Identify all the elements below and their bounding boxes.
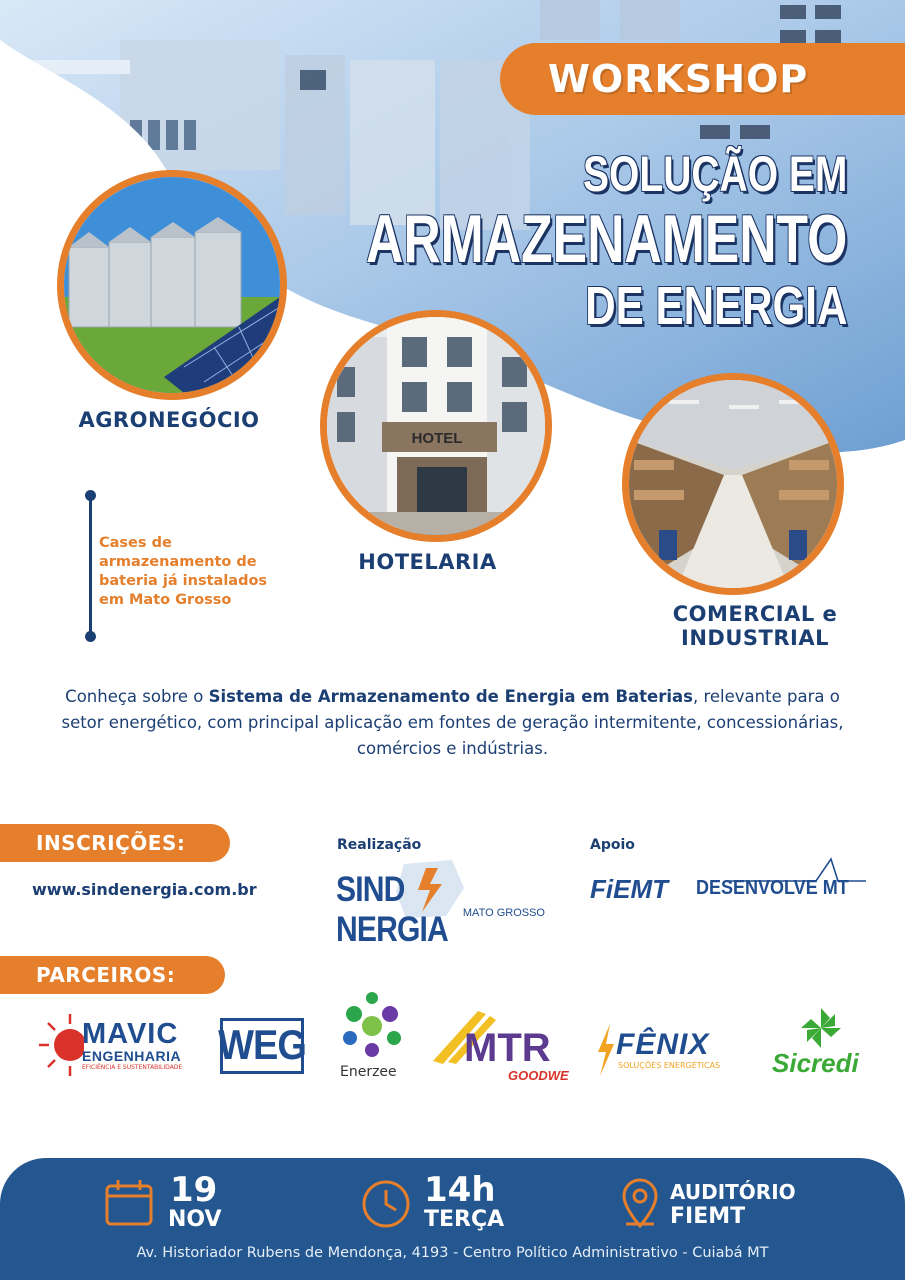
mavic-tagline: EFICIÊNCIA E SUSTENTABILIDADE	[82, 1064, 183, 1071]
registration-website-link[interactable]: www.sindenergia.com.br	[32, 880, 257, 899]
sicredi-text: Sicredi	[772, 1048, 859, 1078]
mavic-sun-icon	[36, 1010, 84, 1080]
hotel-sign: HOTEL	[411, 430, 463, 447]
partners-tag	[0, 956, 225, 994]
location-pin-icon	[620, 1178, 660, 1230]
event-description	[60, 684, 845, 762]
description-highlight: Sistema de Armazenamento de Energia em Baterias	[208, 687, 693, 706]
calendar-icon	[104, 1178, 154, 1228]
workshop-banner	[500, 43, 905, 115]
sindenergia-region: MATO GROSSO	[462, 907, 545, 919]
fenix-sub-text: SOLUÇÕES ENERGÉTICAS	[618, 1061, 721, 1070]
commercial-line-1: COMERCIAL e	[672, 602, 838, 626]
category-agro: AGRONEGÓCIO	[78, 408, 260, 432]
mavic-sub-text: ENGENHARIA	[82, 1048, 182, 1064]
description-intro: Conheça sobre o	[65, 687, 209, 706]
sicredi-pinwheel-icon	[798, 1006, 844, 1050]
cases-divider-line	[89, 494, 92, 638]
hotel-building-image	[327, 317, 545, 535]
venue-line-2: FIEMT	[670, 1204, 746, 1229]
agro-photo	[57, 170, 287, 400]
event-address: Av. Historiador Rubens de Mendonça, 4193 - Centro Político Administrativo - Cuiabá MT	[136, 1245, 769, 1261]
description-rest: , relevante para o setor energético, com principal aplicação em fontes de geração intermitente, concessionárias, comércios e indústrias.	[61, 687, 844, 758]
sindenergia-text-2: NERGIA	[336, 910, 448, 949]
event-time: 14h	[424, 1170, 496, 1210]
mtr-goodwe-logo	[428, 1004, 588, 1084]
weg-logo	[220, 1018, 304, 1074]
enerzee-logo	[332, 990, 412, 1082]
fenix-logo	[594, 1024, 754, 1080]
mavic-logo	[36, 1010, 196, 1080]
title-line-3: DE ENERGIA	[584, 276, 847, 336]
clock-icon	[360, 1178, 412, 1230]
category-commercial	[655, 602, 855, 650]
support-label: Apoio	[590, 837, 635, 853]
desenvolve-mt-text: DESENVOLVE MT	[696, 877, 849, 899]
registration-label: INSCRIÇÕES:	[36, 831, 186, 855]
fenix-bolt-icon	[594, 1024, 616, 1076]
goodwe-text: GOODWE	[508, 1068, 569, 1083]
cases-divider-dot-bottom	[85, 631, 96, 642]
event-month: NOV	[168, 1207, 222, 1232]
enerzee-text: Enerzee	[340, 1064, 397, 1080]
category-hotel: HOTELARIA	[358, 550, 497, 574]
event-weekday: TERÇA	[424, 1207, 505, 1232]
registration-tag	[0, 824, 230, 862]
commercial-line-2: INDUSTRIAL	[681, 626, 829, 650]
organizer-label: Realização	[337, 837, 422, 853]
partners-label: PARCEIROS:	[36, 963, 176, 987]
workshop-label: WORKSHOP	[548, 57, 809, 101]
date-block	[104, 1170, 244, 1234]
venue-line-1: AUDITÓRIO	[670, 1180, 796, 1204]
time-block	[360, 1170, 520, 1234]
cases-note: Cases de armazenamento de bateria já instalados em Mato Grosso	[99, 535, 268, 608]
title-line-2: ARMAZENAMENTO	[365, 201, 847, 277]
mtr-text: MTR	[464, 1026, 551, 1070]
fenix-text: FÊNIX	[616, 1028, 710, 1061]
mavic-text: MAVIC	[82, 1018, 179, 1050]
silos-solar-image	[64, 177, 280, 393]
commercial-photo	[622, 373, 844, 595]
hotel-photo	[320, 310, 552, 542]
sindenergia-text-1: SIND	[336, 870, 405, 909]
event-day: 19	[170, 1170, 218, 1210]
fiemt-logo: FiEMT	[590, 874, 668, 904]
weg-text: WEG	[218, 1022, 306, 1069]
enerzee-molecule-icon	[332, 990, 412, 1058]
cases-divider-dot-top	[85, 490, 96, 501]
warehouse-store-image	[629, 380, 837, 588]
sindenergia-logo	[334, 858, 549, 949]
desenvolve-mt-logo	[696, 855, 871, 905]
sicredi-logo	[772, 1006, 872, 1082]
event-title	[214, 145, 847, 337]
title-line-1: SOLUÇÃO EM	[582, 146, 847, 202]
venue-block	[620, 1176, 820, 1236]
